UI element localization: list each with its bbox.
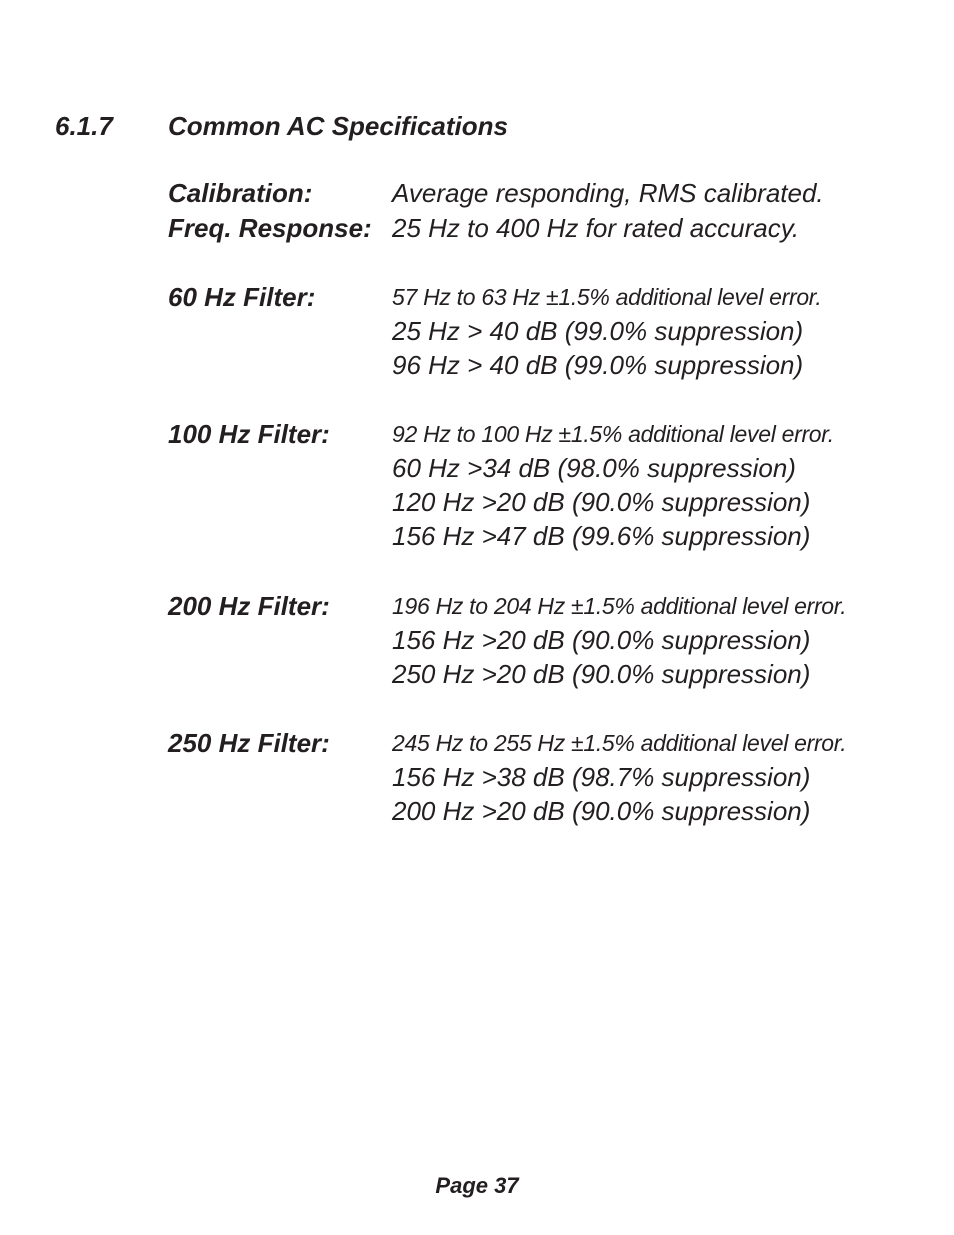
filter-250hz-line-2: 156 Hz >38 dB (98.7% suppression) [392, 762, 811, 792]
filter-200hz-line-2: 156 Hz >20 dB (90.0% suppression) [392, 625, 811, 655]
filter-100hz-line-1: 92 Hz to 100 Hz ±1.5% additional level error. [392, 421, 834, 447]
filter-250hz-label: 250 Hz Filter: [168, 728, 330, 758]
calibration-label: Calibration: [168, 178, 313, 208]
freq-response-label: Freq. Response: [168, 213, 372, 243]
calibration-row [168, 176, 928, 210]
filter-200hz-line-row [168, 623, 928, 657]
filter-100hz-line-4: 156 Hz >47 dB (99.6% suppression) [392, 521, 811, 551]
filter-200hz-line-3: 250 Hz >20 dB (90.0% suppression) [392, 659, 811, 689]
calibration-value: Average responding, RMS calibrated. [392, 178, 824, 208]
filter-60hz-line-row [168, 348, 928, 382]
filter-60hz-line-1: 57 Hz to 63 Hz ±1.5% additional level error. [392, 284, 822, 310]
filter-100hz-line-3: 120 Hz >20 dB (90.0% suppression) [392, 487, 811, 517]
filter-250hz-line-row [168, 760, 928, 794]
filter-100hz-line-2: 60 Hz >34 dB (98.0% suppression) [392, 453, 796, 483]
filter-100hz-row [168, 417, 928, 451]
filter-200hz-line-row [168, 657, 928, 691]
filter-100hz-line-row [168, 451, 928, 485]
filter-200hz-label: 200 Hz Filter: [168, 591, 330, 621]
freq-response-value: 25 Hz to 400 Hz for rated accuracy. [392, 213, 800, 243]
filter-200hz-line-1: 196 Hz to 204 Hz ±1.5% additional level error. [392, 593, 847, 619]
filter-60hz-label: 60 Hz Filter: [168, 282, 316, 312]
section-number: 6.1.7 [55, 111, 113, 141]
filter-60hz-line-row [168, 314, 928, 348]
filter-60hz-row [168, 280, 928, 314]
freq-response-row [168, 211, 928, 245]
filter-250hz-line-1: 245 Hz to 255 Hz ±1.5% additional level error. [392, 730, 847, 756]
filter-100hz-line-row [168, 485, 928, 519]
filter-100hz-label: 100 Hz Filter: [168, 419, 330, 449]
filter-60hz-line-2: 25 Hz > 40 dB (99.0% suppression) [392, 316, 804, 346]
filter-250hz-line-row [168, 794, 928, 828]
filter-200hz-row [168, 589, 928, 623]
filter-60hz-line-3: 96 Hz > 40 dB (99.0% suppression) [392, 350, 804, 380]
filter-250hz-line-3: 200 Hz >20 dB (90.0% suppression) [392, 796, 811, 826]
page-number: Page 37 [435, 1173, 519, 1198]
filter-100hz-line-row [168, 519, 928, 553]
section-title: Common AC Specifications [168, 111, 508, 141]
filter-250hz-row [168, 726, 928, 760]
